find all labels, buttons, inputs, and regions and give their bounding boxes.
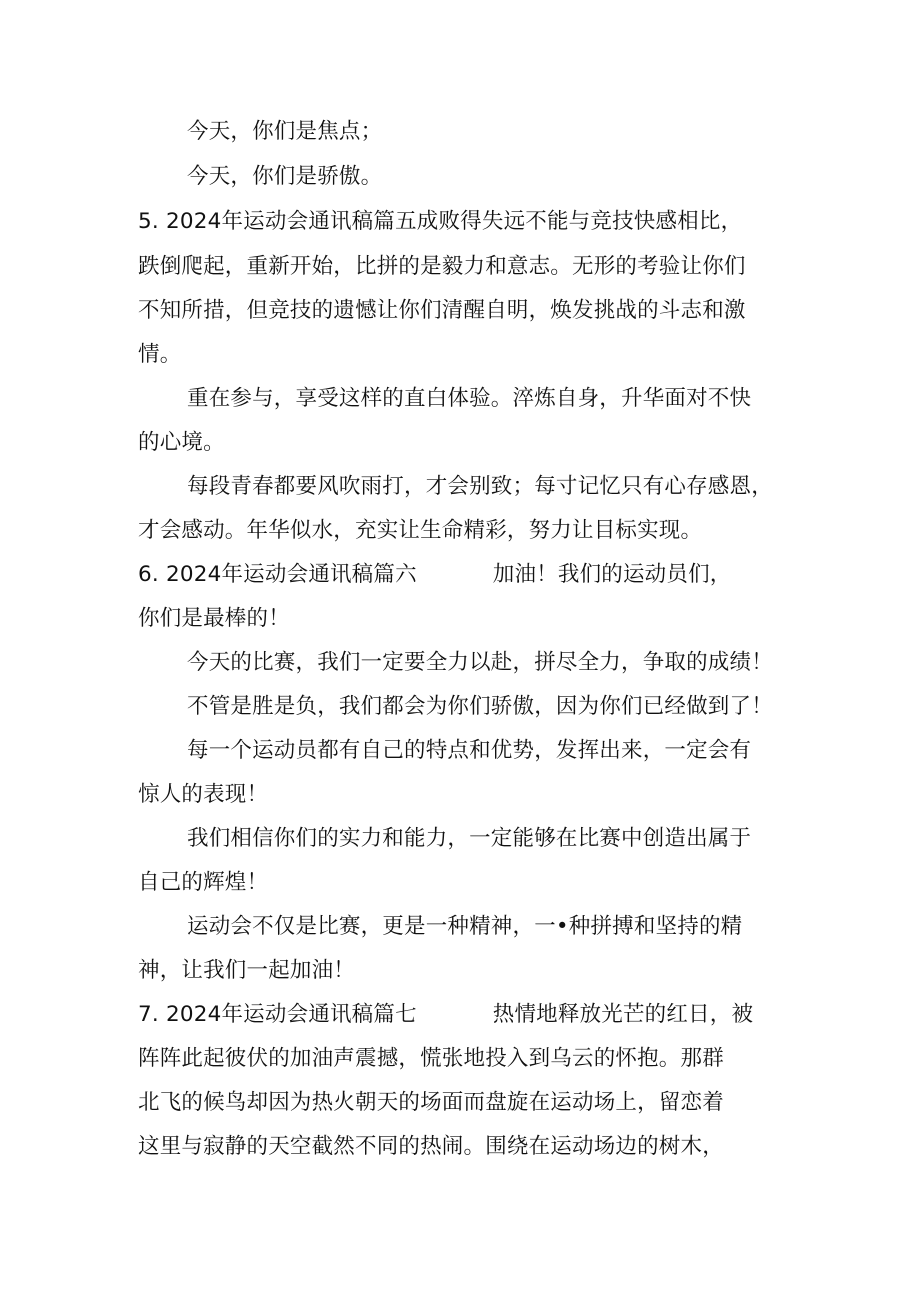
paragraph-line: 重在参与，享受这样的直白体验。淬炼自身，升华面对不快 — [187, 386, 752, 411]
paragraph-line: 今天的比赛，我们一定要全力以赴，拼尽全力，争取的成绩！ — [187, 650, 773, 675]
section-6-heading-line — [138, 560, 788, 590]
section-5-heading-line: 5. 2024年运动会通讯稿篇五成败得失远不能与竞技快感相比， — [138, 209, 743, 234]
paragraph-line: 我们相信你们的实力和能力，一定能够在比赛中创造出属于 — [187, 826, 752, 851]
paragraph-line: 惊人的表现！ — [138, 782, 269, 807]
paragraph-line: 你们是最棒的！ — [138, 606, 290, 631]
paragraph-line: 才会感动。年华似水，充实让生命精彩，努力让目标实现。 — [138, 518, 703, 543]
paragraph-line: 跌倒爬起，重新开始，比拼的是毅力和意志。无形的考验让你们 — [138, 254, 746, 279]
section-7-heading: 7. 2024年运动会通讯稿篇七 — [138, 1002, 417, 1027]
paragraph-line: 今天，你们是骄傲。 — [187, 164, 383, 189]
paragraph-line: 自己的辉煌！ — [138, 870, 269, 895]
section-7-text: 热情地释放光芒的红日，被 — [492, 1002, 754, 1027]
paragraph-line: 每段青春都要风吹雨打，才会别致；每寸记忆只有心存感恩， — [187, 474, 773, 499]
paragraph-line: 阵阵此起彼伏的加油声震撼，慌张地投入到乌云的怀抱。那群 — [138, 1046, 724, 1071]
section-6-heading: 6. 2024年运动会通讯稿篇六 — [138, 562, 417, 587]
paragraph-line: 这里与寂静的天空截然不同的热闹。围绕在运动场边的树木， — [138, 1134, 724, 1159]
paragraph-line: 今天，你们是焦点； — [187, 119, 383, 144]
paragraph-line: 北飞的候鸟却因为热火朝天的场面而盘旋在运动场上，留恋着 — [138, 1090, 724, 1115]
paragraph-line: 运动会不仅是比赛，更是一种精神，一•种拼搏和坚持的精 — [187, 914, 743, 939]
paragraph-line: 的心境。 — [138, 430, 225, 455]
paragraph-line: 每一个运动员都有自己的特点和优势，发挥出来，一定会有 — [187, 738, 752, 763]
paragraph-line: 不知所措，但竞技的遗憾让你们清醒自明，焕发挑战的斗志和激 — [138, 298, 746, 323]
section-7-heading-line — [138, 1000, 788, 1030]
section-6-text: 加油！我们的运动员们， — [492, 562, 732, 587]
paragraph-line: 不管是胜是负，我们都会为你们骄傲，因为你们已经做到了！ — [187, 694, 773, 719]
paragraph-line: 情。 — [138, 342, 182, 367]
paragraph-line: 神，让我们一起加油！ — [138, 958, 356, 983]
